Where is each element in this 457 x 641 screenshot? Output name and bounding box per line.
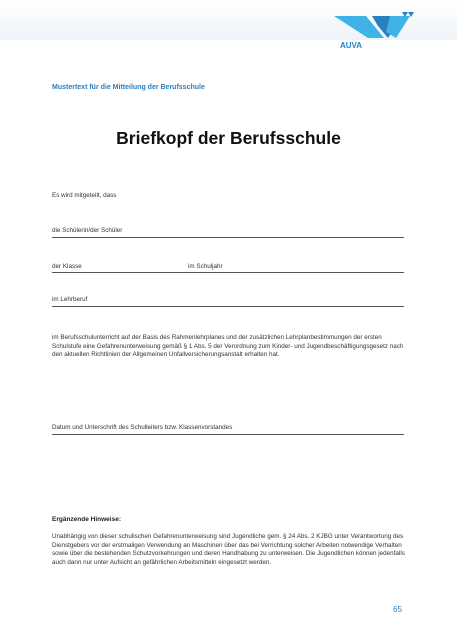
- auva-logo-graphic: [332, 12, 444, 52]
- signature-line: [52, 434, 404, 435]
- student-line: [52, 237, 404, 238]
- year-label: im Schuljahr: [188, 263, 223, 270]
- trade-label: im Lehrberuf: [52, 296, 88, 303]
- document-subtitle: Mustertext für die Mitteilung der Berufsschule: [52, 84, 205, 91]
- student-label: die Schülerin/der Schüler: [52, 227, 123, 234]
- page-number: 65: [393, 605, 402, 614]
- page-title: Briefkopf der Berufsschule: [116, 128, 341, 148]
- intro-text: Es wird mitgeteilt, dass: [52, 192, 117, 199]
- hints-title: Ergänzende Hinweise:: [52, 516, 121, 523]
- class-line: [52, 272, 404, 273]
- logo-text: AUVA: [340, 41, 363, 50]
- class-label: der Klasse: [52, 263, 82, 270]
- hints-text: Unabhängig von dieser schulischen Gefahrenunterweisung sind Jugendliche gem. § 24 Abs. 2 KJBG unter Verantwortung des Dienstgebers vor der erstmaligen Verwendung an Maschinen über das bei Verrichtung solcher Arbeiten notwendige Verhalten sowie über die bestehenden Schutzvorkehrungen und deren Handhabung zu unterweisen. Die Jugendlichen können jedenfalls auch dann nur unter Aufsicht an gefährlichen Arbeitsmitteln eingesetzt werden.: [52, 533, 405, 566]
- signature-label: Datum und Unterschrift des Schulleiters bzw. Klassenvorstandes: [52, 424, 233, 431]
- trade-line: [52, 306, 404, 307]
- auva-logo: [332, 12, 444, 52]
- instruction-paragraph: im Berufsschulunterricht auf der Basis des Rahmenlehrplanes und der zusätzlichen Lehrplanbestimmungen der ersten Schulstufe eine Gefahrenunterweisung gemäß § 1 Abs. 5 der Verordnung zum Kinder- und Jugendbeschäftigungsgesetz nach den aktuellen Richtlinien der Allgemeinen Unfallversicherungsanstalt erhalten hat.: [52, 334, 404, 359]
